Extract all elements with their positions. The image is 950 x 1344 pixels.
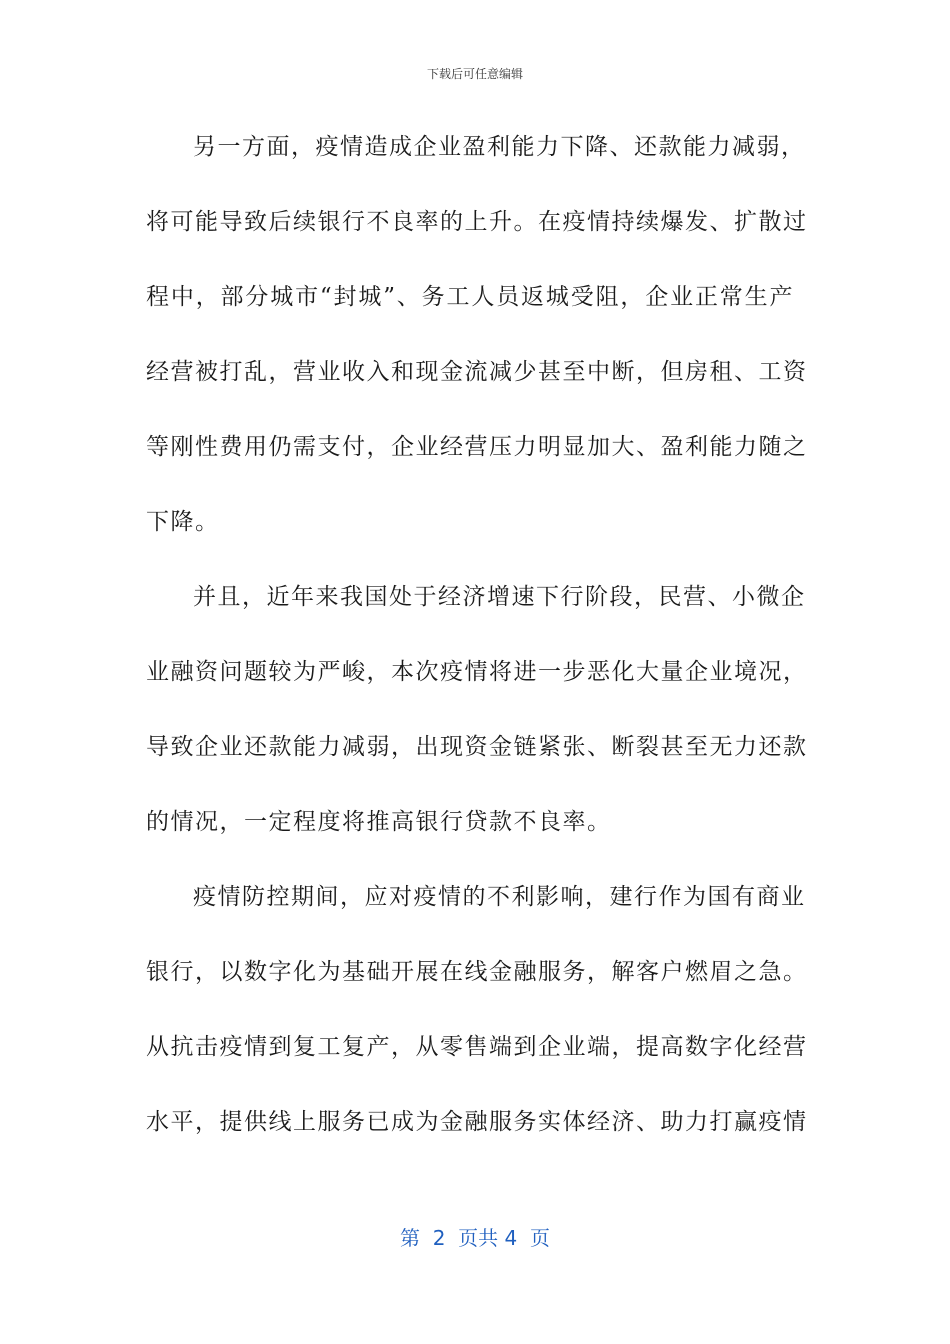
text-line: 并且，近年来我国处于经济增速下行阶段，民营、小微企 [193, 584, 806, 610]
text-line: 水平，提供线上服务已成为金融服务实体经济、助力打赢疫情 [146, 1109, 808, 1135]
text-line: 经营被打乱，营业收入和现金流减少甚至中断，但房租、工资 [146, 359, 808, 385]
text-line: 程中，部分城市“封城”、务工人员返城受阻，企业正常生产 [146, 284, 794, 310]
text-line: 银行，以数字化为基础开展在线金融服务，解客户燃眉之急。 [146, 959, 808, 985]
text-line: 将可能导致后续银行不良率的上升。在疫情持续爆发、扩散过 [146, 209, 808, 235]
page-header: 下载后可任意编辑 [426, 67, 523, 81]
text-line: 导致企业还款能力减弱，出现资金链紧张、断裂甚至无力还款 [146, 734, 808, 760]
text-line: 从抗击疫情到复工复产，从零售端到企业端，提高数字化经营 [146, 1034, 808, 1060]
document-body [146, 124, 808, 1174]
text-line: 另一方面，疫情造成企业盈利能力下降、还款能力减弱， [193, 134, 806, 160]
text-line: 下降。 [146, 509, 220, 535]
text-line: 等刚性费用仍需支付，企业经营压力明显加大、盈利能力随之 [146, 434, 808, 460]
text-line: 疫情防控期间，应对疫情的不利影响，建行作为国有商业 [193, 884, 806, 910]
text-line: 业融资问题较为严峻，本次疫情将进一步恶化大量企业境况， [146, 659, 808, 685]
text-line: 的情况，一定程度将推高银行贷款不良率。 [146, 809, 612, 835]
page-number-footer: 第 2 页共 4 页 [400, 1226, 550, 1250]
